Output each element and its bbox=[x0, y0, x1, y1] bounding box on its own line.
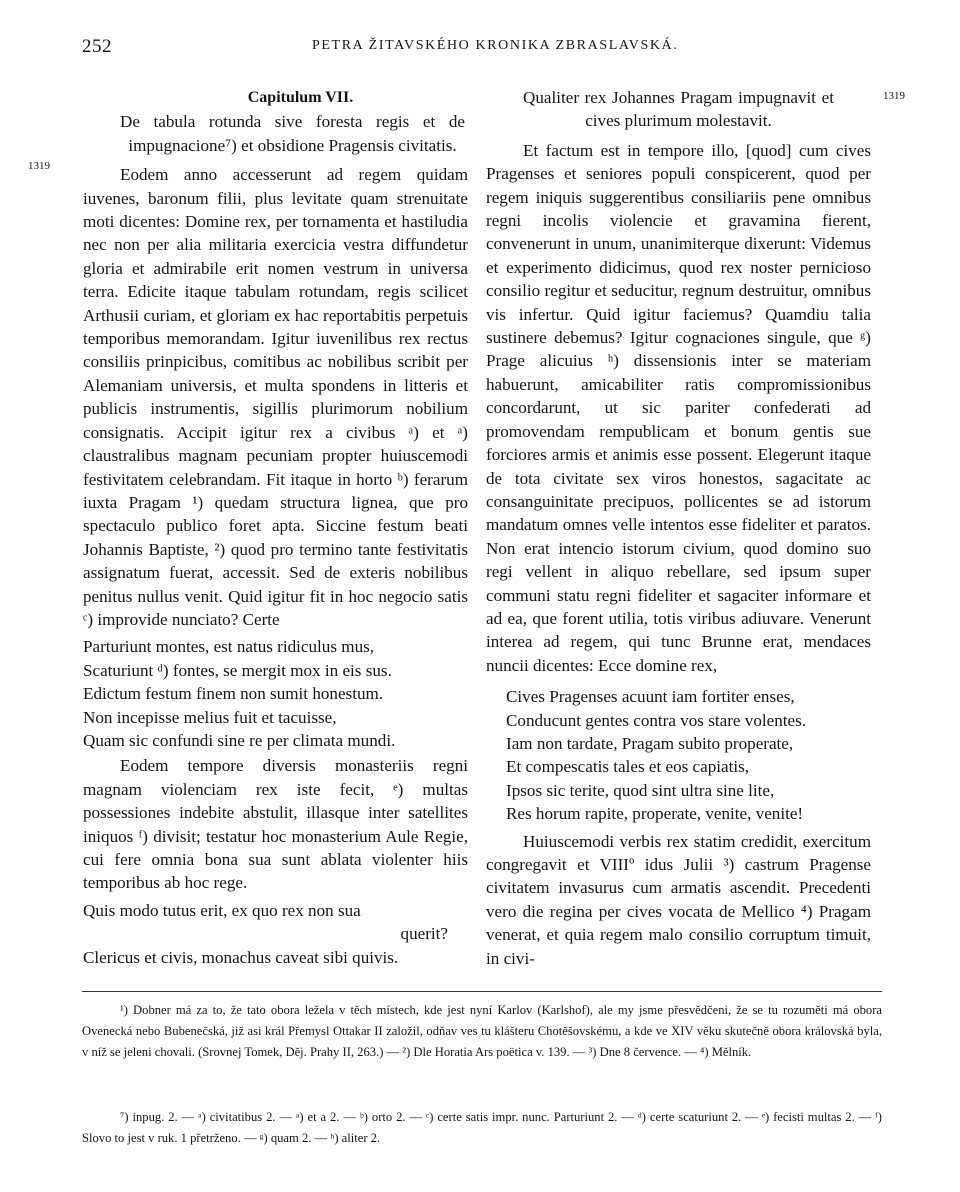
page-header bbox=[82, 36, 882, 60]
margin-year-right: 1319 bbox=[883, 90, 905, 102]
chapter-title: De tabula rotunda sive foresta regis et de impugnacione⁷) et obsidione Pragensis civitatis. bbox=[120, 112, 465, 155]
verse-line: Quam sic confundi sine re per climata mundi. bbox=[83, 730, 396, 750]
verse-line: Res horum rapite, properate, venite, venite! bbox=[506, 804, 804, 824]
verse-line: Clericus et civis, monachus caveat sibi quivis. bbox=[83, 947, 399, 967]
verse-block-quis-modo bbox=[83, 899, 468, 969]
section-heading bbox=[486, 86, 871, 133]
page-number: 252 bbox=[82, 36, 112, 57]
footnotes-variants bbox=[82, 1107, 882, 1149]
verse-block-cives bbox=[506, 685, 871, 825]
running-title: PETRA ŽITAVSKÉHO KRONIKA ZBRASLAVSKÁ. bbox=[312, 38, 679, 53]
verse-line: Et compescatis tales et eos capiatis, bbox=[506, 757, 750, 777]
verse-line: Cives Pragenses acuunt iam fortiter enses, bbox=[506, 687, 795, 707]
footnote-text: ⁷) inpug. 2. — ᵃ) civitatibus 2. — ᵃ) et a 2. — ᵇ) orto 2. — ᶜ) certe satis impr. nunc. Parturiunt 2. — ᵈ) certe scaturiunt 2. — ᵉ) fecisti multas 2. — ᶠ) Slovo to jest v ruk. 1 přetrženo. — ᵍ) quam 2. — ʰ) aliter 2. bbox=[82, 1110, 882, 1145]
margin-year-left: 1319 bbox=[28, 160, 50, 172]
verse-line: Ipsos sic terite, quod sint ultra sine lite, bbox=[506, 780, 775, 800]
footnotes-commentary bbox=[82, 1000, 882, 1063]
footnote-rule bbox=[82, 991, 882, 992]
verse-line: Scaturiunt ᵈ) fontes, se mergit mox in eis sus. bbox=[83, 660, 392, 680]
chapter-heading bbox=[83, 86, 468, 157]
verse-line: Iam non tardate, Pragam subito properate, bbox=[506, 733, 794, 753]
paragraph-cives-pragenses: Et factum est in tempore illo, [quod] cum cives Pragenses et seniores populi conspicerent, quod per regem iniquis suggerentibus consiliariis pene omnibus regni incolis violencie et gravamina fierent, convenerunt in unum, unanimiterque dixerunt: Videmus et experimento didicimus, quod rex noster pernicioso consilio regitur et seducitur, regnum destruitur, omnibus vis infertur. Quid igitur faciemus? Quamdiu talia sustinere debemus? Igitur cognaciones singule, que ᵍ) Prage alicuius ʰ) dissensionis inter se materiam habuerunt, amicabiliter ratis compromissionibus concordarunt, ut sic pariter confederati ad promovendam rempublicam et bonum gentis sue forciores armis et animis esse possent. Elegerunt itaque de tota civitate sex viros honestos, sagacitate ac consanguinitate precipuos, pollicentes se ad istorum mandatum omnes velle intentos esse fideliter et paratos. Non erat intencio istorum civium, quod domino suo regi vellent in aliquo rebellare, sed ipsum super communi statu regni fideliter et sagaciter informare et ad ea, que forent utilia, totis viribus adiuvare. Venerunt interea ad regem, qui tunc Brunne erat, mendaces nuncii dicentes: Ecce domine rex, bbox=[486, 140, 871, 675]
verse-line: Parturiunt montes, est natus ridiculus mus, bbox=[83, 637, 375, 657]
verse-line: Non incepisse melius fuit et tacuisse, bbox=[83, 707, 337, 727]
verse-line: Edictum festum finem non sumit honestum. bbox=[83, 684, 384, 704]
paragraph-huiuscemodi: Huiuscemodi verbis rex statim credidit, exercitum congregavit et VIIIº idus Julii ³) castrum Pragense civitatem invasurus cum armatis ascendit. Precedenti vero die regina per cives vocata de Mellico ⁴) Pragam venerat, et quia regem malo consilio corruptum timuit, in civi- bbox=[486, 831, 871, 968]
paragraph-tabula-rotunda: Eodem anno accesserunt ad regem quidam iuvenes, baronum filii, plus levitate quam strenuitate moti dicentes: Domine rex, per tornamenta et hastiludia nec non per alia militaria exercicia vestra diffundetur gloria et admirabile erit nomen vestrum in universa terra. Edicite itaque tabulam rotundam, regis scilicet Arthusii curiam, et gloriam ex hac reportabitis perpetuis temporibus memorandam. Igitur iuvenilibus rex rectus consiliis prinpicibus, comitibus ac nobilibus scribit per Alemaniam universis, et multa spondens in litteris et publicis instrumentis, sigillis plurimorum nobilium consignatis. Accipit igitur rex a civibus ᵃ) et ᵃ) claustralibus magnam pecuniam propter huiuscemodi festivitatem celebrandam. Fit itaque in horto ᵇ) ferarum iuxta Pragam ¹) quedam structura lignea, que pro spectaculo publico foret apta. Siccine festum beati Johannis Baptiste, ²) quod pro termino tante festivitatis assignatum fuerat, accessit. Sed de exteris nobilibus penitus nullus venit. Quid igitur fit in hoc negocio satis ᶜ) improvide nunciato? Certe bbox=[83, 165, 468, 629]
verse-line: Quis modo tutus erit, ex quo rex non sua bbox=[83, 900, 361, 920]
verse-carryover: querit? bbox=[400, 924, 448, 944]
section-title: Qualiter rex Johannes Pragam impugnavit et cives plurimum molestavit. bbox=[523, 88, 834, 131]
left-column bbox=[83, 86, 468, 971]
paragraph-monasteria: Eodem tempore diversis monasteriis regni magnam violenciam rex iste fecit, ᵉ) multas possessiones indebite abstulit, illasque inter satellites iniquos ᶠ) divisit; testatur hoc monasterium Aule Regie, cui fere omnia bona sua sunt ablata violenter hiis temporibus ab hoc rege. bbox=[83, 756, 468, 893]
chapter-label: Capitulum VII. bbox=[247, 89, 354, 106]
verse-block-parturiunt bbox=[83, 635, 468, 752]
verse-line: Conducunt gentes contra vos stare volentes. bbox=[506, 710, 807, 730]
footnote-text: ¹) Dobner má za to, že tato obora ležela v těch místech, kde jest nyní Karlov (Karlshof), ale my jsme přesvědčeni, že se tu rozuměti má obora Ovenecká nebo Bubenečská, již asi král Přemysl Ottakar II založil, odňav ves tu klášteru Chotěšovskému, a kde ve XIV věku skutečně obora královská byla, v níž se jeleni chovali. (Srovnej Tomek, Děj. Prahy II, 263.) — ²) Dle Horatia Ars poëtica v. 139. — ³) Dne 8 července. — ⁴) Mělník. bbox=[82, 1003, 882, 1059]
right-column bbox=[486, 86, 871, 970]
